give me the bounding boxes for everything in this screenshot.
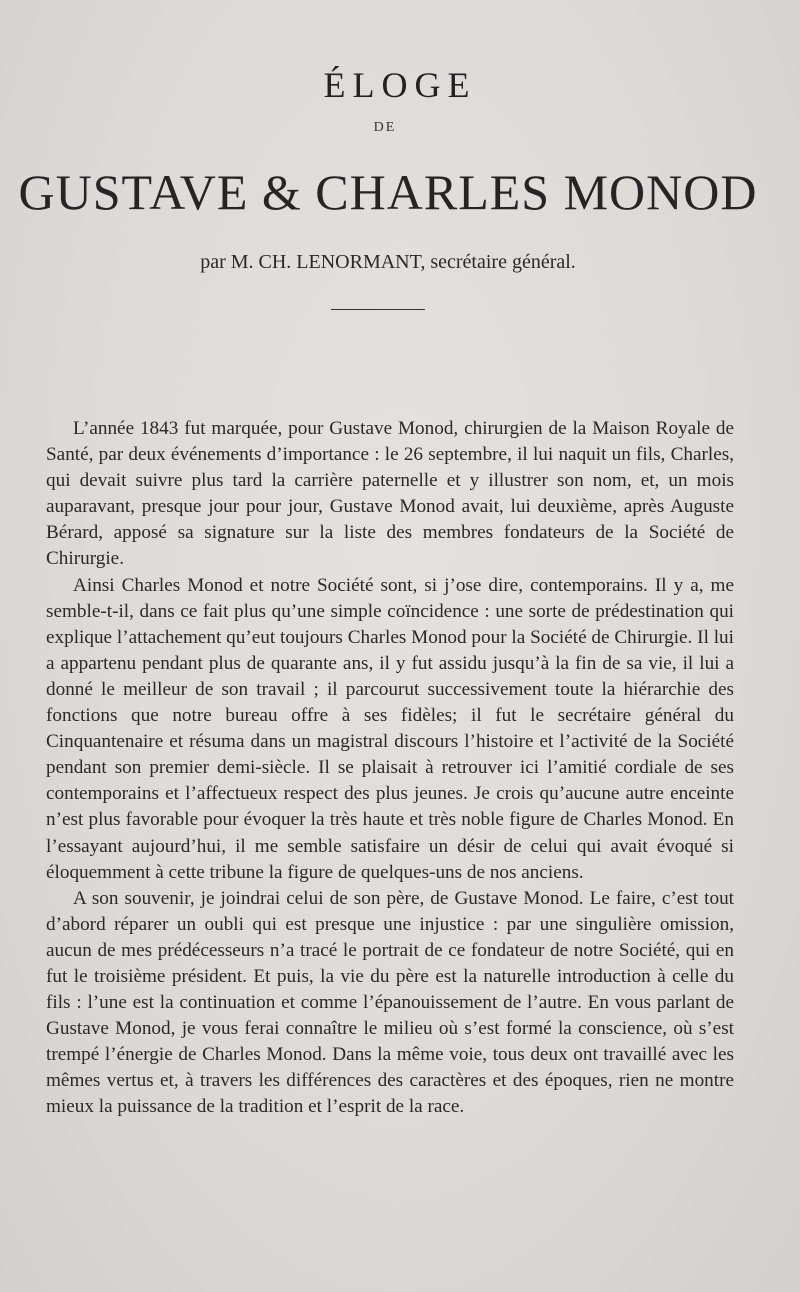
body-text bbox=[46, 416, 734, 1121]
paragraph-2: Ainsi Charles Monod et notre Société sont, si j’ose dire, contemporains. Il y a, me semble-t-il, dans ce fait plus qu’une simple coïncidence : une sorte de prédestination qui explique l’attachement qu’eut toujours Charles Monod pour la Société de Chirurgie. Il lui a appartenu pendant plus de quarante ans, il y fut assidu jusqu’à la fin de sa vie, il lui a donné le meilleur de son travail ; il parcourut successivement toute la hiérarchie des fonctions que notre bureau offre à ses fidèles; il fut le secrétaire général du Cinquantenaire et résuma dans un magistral discours l’histoire et l’activité de la Société pendant son premier demi-siècle. Il se plaisait à retrouver ici l’amitié cordiale de ses contemporains et l’affectueux respect des plus jeunes. Je crois qu’aucune autre enceinte n’est plus favorable pour évoquer la très haute et très noble figure de Charles Monod. En l’essayant aujourd’hui, il me semble satisfaire un désir de celui qui avait évoqué si éloquemment à cette tribune la figure de quelques-uns de nos anciens. bbox=[46, 574, 734, 883]
paragraph-3: A son souvenir, je joindrai celui de son père, de Gustave Monod. Le faire, c’est tout d’abord réparer un oubli qui est presque une injustice : par une singulière omission, aucun de mes prédécesseurs n’a tracé le portrait de ce fondateur de notre Société, qui en fut le troisième président. Et puis, la vie du père est la naturelle introduction à celle du fils : l’une est la continuation et comme l’épanouissement de l’autre. En vous parlant de Gustave Monod, je vous ferai connaître le milieu où s’est formé la conscience, où s’est trempé l’énergie de Charles Monod. Dans la même voie, tous deux ont travaillé avec les mêmes vertus et, à travers les différences des caractères et des époques, rien ne montre mieux la puissance de la tradition et l’esprit de la race. bbox=[46, 887, 734, 1118]
paragraph-1: L’année 1843 fut marquée, pour Gustave Monod, chirurgien de la Maison Royale de Santé, par deux événements d’importance : le 26 septembre, il lui naquit un fils, Charles, qui devait suivre plus tard la carrière paternelle et y illustrer son nom, et, un mois auparavant, presque jour pour jour, Gustave Monod avait, lui deuxième, après Auguste Bérard, apposé sa signature sur la liste des membres fondateurs de la Société de Chirurgie. bbox=[46, 418, 734, 570]
title-connector: DE bbox=[373, 120, 397, 135]
section-divider bbox=[331, 309, 425, 310]
author-line: par M. CH. LENORMANT, secrétaire général. bbox=[200, 251, 576, 273]
subject-heading: GUSTAVE & CHARLES MONOD bbox=[18, 164, 758, 220]
page-title: ÉLOGE bbox=[323, 65, 477, 105]
